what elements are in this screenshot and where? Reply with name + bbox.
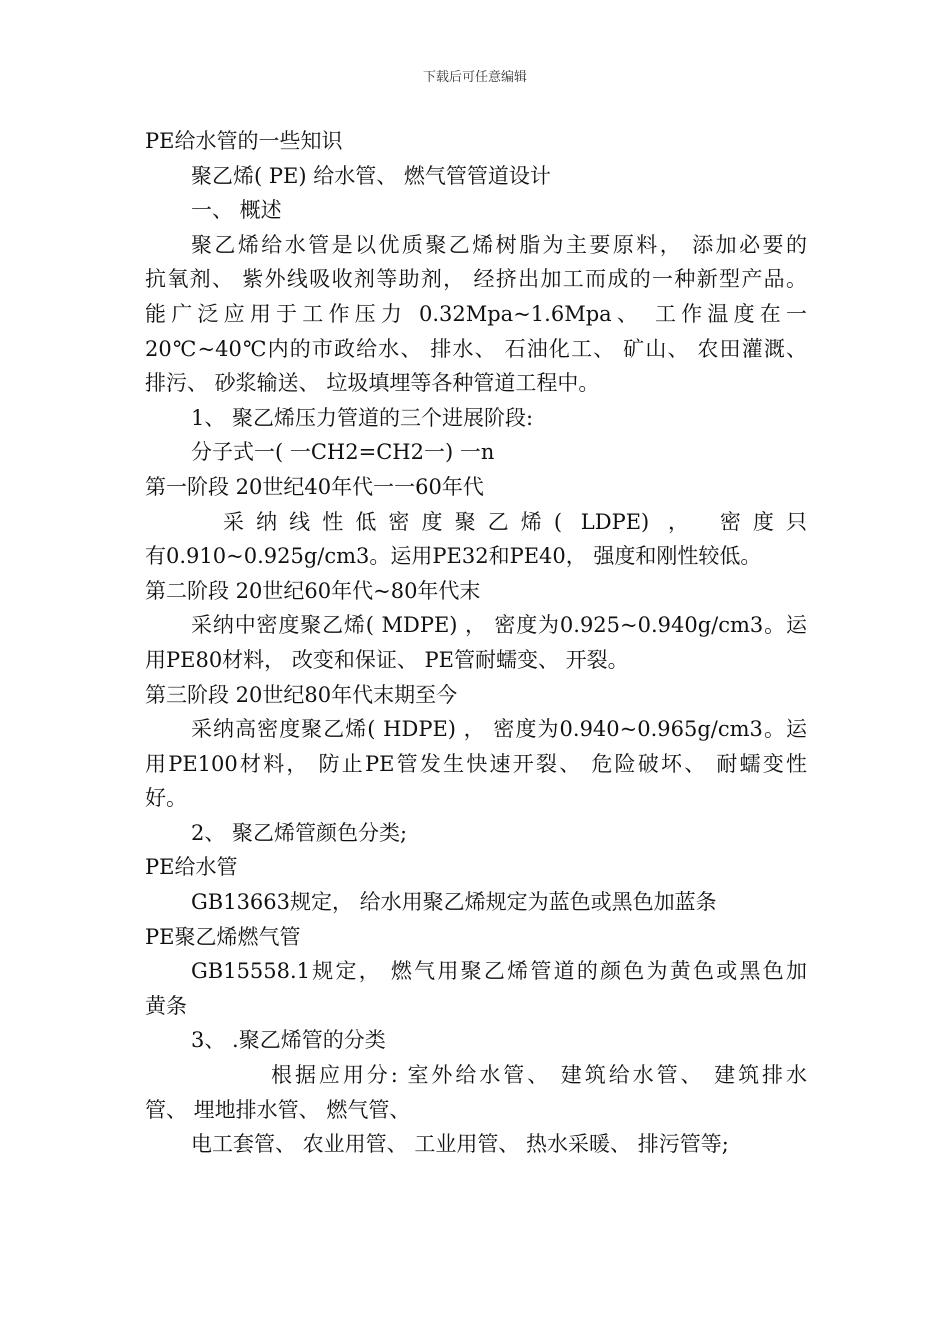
- gb15558-rule-line: 黄条: [145, 993, 187, 1018]
- stage-text-line: 采纳线性低密度聚乙烯( LDPE) ， 密度只: [223, 509, 807, 534]
- section-heading-overview: 一、 概述: [191, 198, 282, 223]
- stage-text-line: 用PE80材料， 改变和保证、 PE管耐蠕变、 开裂。: [145, 647, 629, 672]
- doc-subtitle: 聚乙烯( PE) 给水管、 燃气管管道设计: [191, 163, 551, 188]
- classification-line: 管、 埋地排水管、 燃气管、: [145, 1097, 411, 1122]
- stage-heading-1: 第一阶段 20世纪40年代一一60年代: [145, 474, 484, 499]
- document-body: [145, 124, 807, 1162]
- stage-text-line: 采纳高密度聚乙烯( HDPE) ， 密度为0.940~0.965g/cm3。运: [191, 717, 807, 742]
- doc-title: PE给水管的一些知识: [145, 129, 343, 153]
- stage-text-line: 用PE100材料， 防止PE管发生快速开裂、 危险破坏、 耐蠕变性: [145, 751, 807, 776]
- pe-gas-pipe-label: PE聚乙烯燃气管: [145, 924, 301, 949]
- page-header: 下载后可任意编辑: [422, 70, 527, 85]
- item-heading-stages: 1、 聚乙烯压力管道的三个进展阶段:: [191, 405, 534, 430]
- stage-heading-2: 第二阶段 20世纪60年代~80年代末: [145, 578, 481, 603]
- classification-line: 根据应用分: 室外给水管、 建筑给水管、 建筑排水: [271, 1063, 807, 1088]
- gb15558-rule-line: GB15558.1规定， 燃气用聚乙烯管道的颜色为黄色或黑色加: [191, 959, 807, 984]
- intro-line: 能广泛应用于工作压力 0.32Mpa~1.6Mpa、 工作温度在一: [145, 301, 807, 326]
- pe-water-pipe-label: PE给水管: [145, 855, 238, 880]
- item-heading-classification: 3、 .聚乙烯管的分类: [191, 1028, 386, 1053]
- intro-line: 抗氧剂、 紫外线吸收剂等助剂， 经挤出加工而成的一种新型产品。: [145, 267, 807, 292]
- item-heading-colors: 2、 聚乙烯管颜色分类;: [191, 820, 408, 845]
- gb13663-rule: GB13663规定， 给水用聚乙烯规定为蓝色或黑色加蓝条: [191, 890, 717, 915]
- stage-text-line: 好。: [145, 786, 187, 811]
- stage-heading-3: 第三阶段 20世纪80年代末期至今: [145, 682, 458, 707]
- intro-line: 20℃~40℃内的市政给水、 排水、 石油化工、 矿山、 农田灌溉、: [145, 336, 807, 361]
- stage-text-line: 有0.910~0.925g/cm3。运用PE32和PE40， 强度和刚性较低。: [145, 544, 762, 569]
- molecular-formula: 分子式一( 一CH2=CH2一) 一n: [191, 440, 495, 465]
- intro-line: 聚乙烯给水管是以优质聚乙烯树脂为主要原料， 添加必要的: [191, 232, 807, 257]
- classification-line: 电工套管、 农业用管、 工业用管、 热水采暖、 排污管等;: [191, 1132, 729, 1157]
- intro-line: 排污、 砂浆输送、 垃圾填埋等各种管道工程中。: [145, 371, 600, 396]
- stage-text-line: 采纳中密度聚乙烯( MDPE) ， 密度为0.925~0.940g/cm3。运: [191, 613, 807, 638]
